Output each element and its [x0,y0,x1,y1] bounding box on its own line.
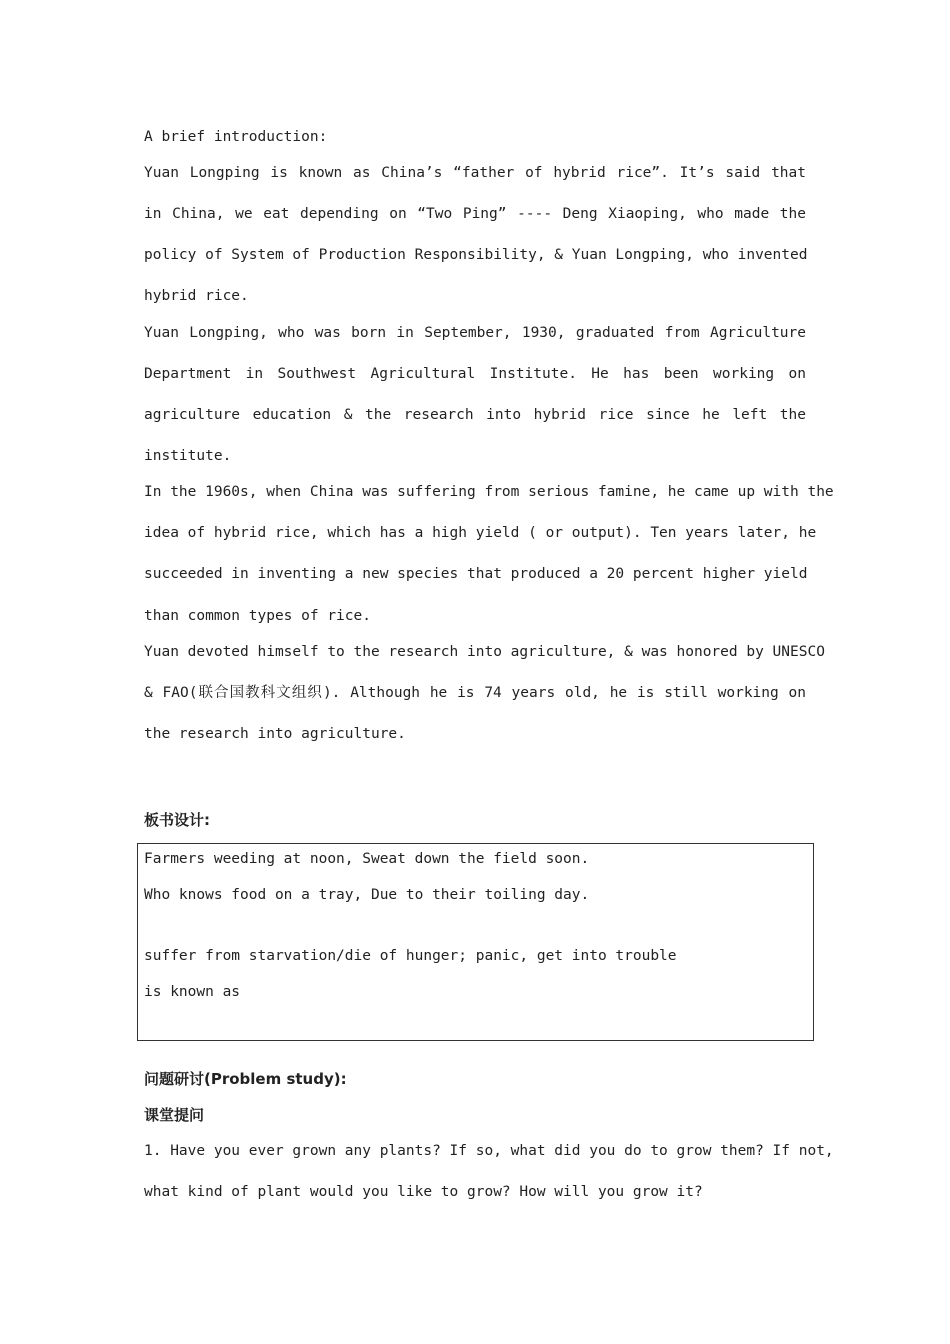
paragraph-3-line-3: succeeded in inventing a new species that produced a 20 percent higher yield [144,566,808,582]
paragraph-4-line-1: Yuan devoted himself to the research into agriculture, & was honored by UNESCO [144,644,825,660]
paragraph-3-line-2: idea of hybrid rice, which has a high yield ( or output). Ten years later, he [144,525,817,541]
paragraph-4-line-3: the research into agriculture. [144,726,406,742]
paragraph-1-line-4: hybrid rice. [144,288,249,304]
board-line-3: suffer from starvation/die of hunger; panic, get into trouble [144,948,677,964]
paragraph-1-line-1: Yuan Longping is known as China’s “father of hybrid rice”. It’s said that [144,165,806,181]
question-1-line-2: what kind of plant would you like to grow? How will you grow it? [144,1184,703,1200]
paragraph-2-line-3: agriculture education & the research into hybrid rice since he left the [144,407,806,423]
paragraph-2-line-1: Yuan Longping, who was born in September, 1930, graduated from Agriculture [144,325,806,341]
paragraph-1-line-2: in China, we eat depending on “Two Ping” ---- Deng Xiaoping, who made the [144,206,806,222]
problem-study-heading: 问题研讨(Problem study): [144,1070,347,1088]
question-1-line-1: 1. Have you ever grown any plants? If so, what did you do to grow them? If not, [144,1143,834,1159]
classroom-questions-heading: 课堂提问 [144,1106,205,1124]
paragraph-1-line-3: policy of System of Production Responsibility, & Yuan Longping, who invented [144,247,808,263]
intro-heading: A brief introduction: [144,129,328,145]
paragraph-4-line-2: & FAO(联合国教科文组织). Although he is 74 years old, he is still working on [144,685,806,701]
paragraph-2-line-2: Department in Southwest Agricultural Institute. He has been working on [144,366,806,382]
board-design-heading: 板书设计: [144,811,210,829]
board-line-4: is known as [144,984,241,1000]
paragraph-2-line-4: institute. [144,448,232,464]
board-line-1: Farmers weeding at noon, Sweat down the field soon. [144,851,590,867]
paragraph-3-line-1: In the 1960s, when China was suffering from serious famine, he came up with the [144,484,834,500]
paragraph-3-line-4: than common types of rice. [144,608,371,624]
board-design-box [137,843,814,1041]
board-line-2: Who knows food on a tray, Due to their toiling day. [144,887,590,903]
